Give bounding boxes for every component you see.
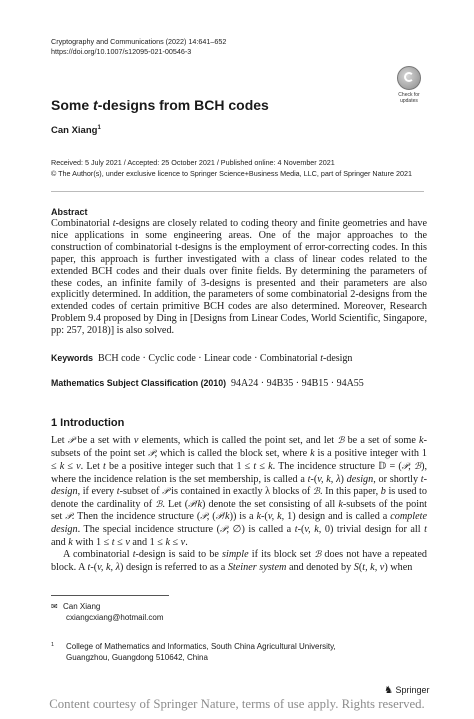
- dates-line: Received: 5 July 2021 / Accepted: 25 October 2021 / Published online: 4 November 2021: [51, 158, 335, 167]
- correspondence: [51, 602, 164, 623]
- correspondence-name: Can Xiang: [63, 602, 101, 611]
- journal-citation: Cryptography and Communications (2022) 14:641–652: [51, 37, 227, 46]
- section-heading-introduction: 1 Introduction: [51, 417, 125, 429]
- correspondence-email[interactable]: cxiangcxiang@hotmail.com: [66, 612, 164, 622]
- paper-title: Some t-designs from BCH codes: [51, 97, 269, 113]
- badge-line1: Check for: [398, 92, 420, 98]
- affiliation-text: College of Mathematics and Informatics, South China Agricultural University, Guangzhou, Guangdong 510642, China: [66, 642, 336, 662]
- springer-horse-icon: ♞: [384, 685, 393, 696]
- copyright-line: © The Author(s), under exclusive licence to Springer Science+Business Media, LLC, part of Springer Nature 2021: [51, 168, 412, 178]
- check-for-updates-icon: [397, 66, 421, 90]
- affiliation-marker: 1: [51, 642, 55, 648]
- doi-link[interactable]: https://doi.org/10.1007/s12095-021-00546-3: [51, 47, 192, 56]
- author-name: Can Xiang$^1$: [51, 125, 101, 137]
- publication-dates: [51, 158, 412, 179]
- divider: [51, 191, 424, 192]
- courtesy-notice: Content courtesy of Springer Nature, terms of use apply. Rights reserved.: [49, 697, 425, 711]
- envelope-icon: ✉: [51, 602, 58, 611]
- check-for-updates-badge[interactable]: [393, 66, 425, 104]
- badge-line2: updates: [400, 98, 418, 104]
- springer-logo: ♞ Springer: [384, 685, 430, 696]
- msc-classification: Mathematics Subject Classification (2010) 94A24 · 94B35 · 94B15 · 94A55: [51, 378, 364, 389]
- introduction-body: Let 𝒫 be a set with v elements, which is called the point set, and let ℬ be a set of some k-subsets of the point set 𝒫, which is called the block set, where k is a positive integer with 1 ≤ k ≤ v. Let t be a positive integer such that 1 ≤ t ≤ k. The incidence structure 𝔻 = (𝒫, ℬ), where the incidence relation is the set membership, is called a t-(v, k, λ) design, or shortly t-design, if every t-subset of 𝒫 is contained in exactly λ blocks of ℬ. In this paper, b is used to denote the cardinality of ℬ. Let (𝒫/k) denote the set consisting of all k-subsets of the point set 𝒫. Then the incidence structure (𝒫, (𝒫/k)) is a k-(v, k, 1) design and is called a complete design. The special incidence structure (𝒫, ∅) is called a t-(v, k, 0) trivial design for all t and k with 1 ≤ t ≤ v and 1 ≤ k ≤ v. A combinatorial t-design is said to be simple if its block set ℬ does not have a repeated block. A t-(v, k, λ) design is referred to as a Steiner system and denoted by S(t, k, v) when: [51, 435, 428, 574]
- footnote-divider: [51, 595, 169, 596]
- keywords: Keywords BCH code · Cyclic code · Linear code · Combinatorial t-design: [51, 353, 353, 364]
- affiliation: [51, 642, 371, 663]
- journal-header: [51, 37, 226, 57]
- abstract-text: Combinatorial t-designs are closely related to coding theory and finite geometries and have nice applications in some engineering areas. One of the major approaches to the construction of combinatorial t-designs is the employment of error-correcting codes. In this paper, this approach is further investigated with a class of linear codes related to the extended BCH codes and their duals over finite fields. By determining the parameters of these codes, an infinite family of 3-designs is presented and their parameters are also explicitly determined. In addition, the parameters of some combinatorial 2-designs from the extended codes of certain primitive BCH codes are also determined. Moreover, Research Problem 9.4 proposed by Ding in [Designs from Linear Codes, World Scientific, Singapore, pp: 257, 2018)] is also solved.: [51, 218, 428, 337]
- abstract-heading: Abstract: [51, 207, 88, 217]
